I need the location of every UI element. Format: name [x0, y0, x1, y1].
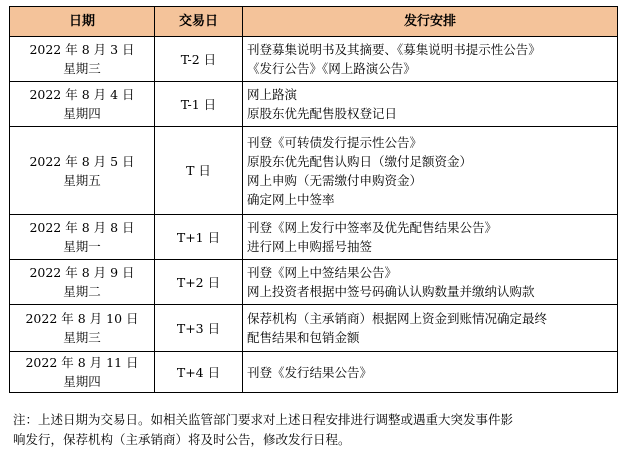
date-text: 2022 年 8 月 9 日	[29, 265, 135, 280]
arrangement-line: 刊登《可转债发行提示性公告》	[247, 134, 423, 150]
weekday-text: 星期四	[63, 374, 101, 389]
date-cell	[10, 37, 155, 82]
trading-day-cell: T+2 日	[155, 260, 243, 305]
arrangement-line: 网上申购（无需缴付申购资金）	[247, 172, 423, 188]
arrangement-cell	[243, 215, 618, 260]
date-cell	[10, 352, 155, 393]
header-trading-day: 交易日	[155, 7, 243, 37]
arrangement-line: 确定网上中签率	[247, 191, 335, 207]
header-arrangement: 发行安排	[243, 7, 618, 37]
arrangement-cell	[243, 352, 618, 393]
trading-day-cell: T 日	[155, 127, 243, 215]
footnote-line: 注：上述日期为交易日。如相关监管部门要求对上述日程安排进行调整或遇重大突发事件影	[13, 412, 514, 427]
weekday-text: 星期四	[63, 106, 101, 121]
table-row	[10, 305, 618, 352]
arrangement-cell	[243, 260, 618, 305]
date-cell	[10, 215, 155, 260]
footnote-line: 响发行，保荐机构（主承销商）将及时公告，修改发行日程。	[13, 432, 351, 447]
arrangement-line: 网上路演	[247, 87, 298, 102]
date-text: 2022 年 8 月 5 日	[29, 153, 135, 169]
arrangement-cell	[243, 305, 618, 352]
table-row	[10, 82, 618, 127]
issuance-schedule-table	[9, 6, 618, 393]
date-text: 2022 年 8 月 10 日	[25, 311, 139, 326]
weekday-text: 星期三	[63, 61, 101, 76]
weekday-text: 星期二	[63, 284, 101, 299]
trading-day-cell: T-1 日	[155, 82, 243, 127]
arrangement-line: 原股东优先配售认购日（缴付足额资金）	[247, 153, 473, 169]
arrangement-line: 刊登《网上中签结果公告》	[247, 265, 398, 280]
table-row	[10, 37, 618, 82]
arrangement-line: 原股东优先配售股权登记日	[247, 106, 398, 121]
arrangement-line: 保荐机构（主承销商）根据网上资金到账情况确定最终	[247, 311, 548, 326]
arrangement-cell	[243, 37, 618, 82]
trading-day-cell: T+1 日	[155, 215, 243, 260]
arrangement-cell	[243, 127, 618, 215]
arrangement-line: 配售结果和包销金额	[247, 330, 360, 345]
arrangement-line: 刊登《网上发行中签率及优先配售结果公告》	[247, 220, 498, 235]
trading-day-cell: T-2 日	[155, 37, 243, 82]
table-row	[10, 352, 618, 393]
arrangement-line: 进行网上申购摇号抽签	[247, 239, 373, 254]
trading-day-cell: T+3 日	[155, 305, 243, 352]
arrangement-line: 网上投资者根据中签号码确认认购数量并缴纳认购款	[247, 284, 535, 299]
weekday-text: 星期三	[63, 330, 101, 345]
header-date: 日期	[10, 7, 155, 37]
date-text: 2022 年 8 月 8 日	[29, 220, 135, 235]
date-cell	[10, 260, 155, 305]
table-row	[10, 215, 618, 260]
table-row	[10, 127, 618, 215]
trading-day-cell: T+4 日	[155, 352, 243, 393]
table-row	[10, 260, 618, 305]
header-row	[10, 7, 618, 37]
weekday-text: 星期一	[63, 239, 101, 254]
arrangement-line: 《发行公告》《网上路演公告》	[247, 61, 416, 76]
weekday-text: 星期五	[63, 172, 101, 188]
date-cell	[10, 82, 155, 127]
date-text: 2022 年 8 月 3 日	[29, 42, 135, 57]
footnote	[13, 410, 613, 450]
date-cell	[10, 305, 155, 352]
date-text: 2022 年 8 月 11 日	[25, 355, 139, 370]
date-text: 2022 年 8 月 4 日	[29, 87, 135, 102]
arrangement-line: 刊登募集说明书及其摘要、《募集说明书提示性公告》	[247, 42, 541, 57]
arrangement-line: 刊登《发行结果公告》	[247, 364, 373, 380]
date-cell	[10, 127, 155, 215]
arrangement-cell	[243, 82, 618, 127]
